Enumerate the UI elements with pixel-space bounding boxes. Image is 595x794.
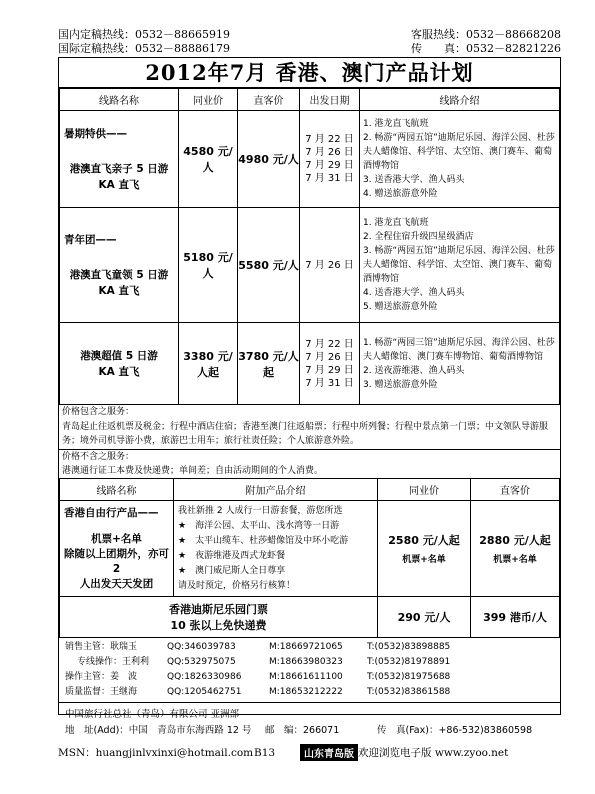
col-direct-price: 直客价 — [471, 479, 560, 501]
footer — [58, 744, 561, 761]
edition-badge: 山东青岛版 — [300, 744, 358, 761]
contact-row: 专线操作：王利利 QQ:532975075 M:18663980323 T:(0532)81978891 — [77, 657, 451, 667]
excluded-text: 港澳通行证工本费及快递费；单间差；自由活动期间的个人消费。 — [62, 466, 324, 476]
routes-header — [60, 89, 560, 111]
departure-dates: 7 月 22 日 7 月 26 日 7 月 29 日 7 月 31 日 — [300, 111, 360, 208]
free-tour-row — [60, 501, 560, 597]
peer-price: 5180 元/人 — [179, 208, 238, 323]
col-route-name: 线路名称 — [60, 89, 179, 111]
product-sheet — [58, 57, 561, 736]
contact-row: 销售主管：耿瑞玉 QQ:346039783 M:18669721065 T:(0532)83898885 — [65, 642, 451, 652]
free-tour-header — [60, 479, 560, 501]
col-addon: 附加产品介绍 — [174, 479, 378, 501]
free-tour-peer-price: 2580 元/人起 机票+名单 — [378, 501, 471, 597]
col-peer-price: 同业价 — [179, 89, 238, 111]
free-tour-name: 香港自由行产品—— 机票+名单 除随以上团期外，亦可 2 人出发天天发团 — [60, 501, 174, 597]
direct-price: 4980 元/人 — [238, 111, 300, 208]
company-address: 地 址(Add)：中国 青岛市东海西路 12 号 — [65, 725, 252, 736]
company-name: 中国旅行社总社（青岛）有限公司 亚洲部 — [65, 709, 240, 720]
page-number: B13 — [254, 746, 276, 759]
footer-msn: MSN：huangjinlvxinxi@hotmail.com — [58, 747, 254, 759]
route-row — [60, 208, 560, 323]
departure-dates: 7 月 26 日 — [300, 208, 360, 323]
company-address-row — [65, 723, 554, 739]
contact-row: 操作主管：姜 波 QQ:1826330986 M:18661611100 T:(0532)81975688 — [65, 672, 451, 682]
peer-price: 3380 元/人起 — [179, 323, 238, 405]
free-tour-addons: 我社新推 2 人成行一日游套餐，游您所选 ★ 海洋公园、太平山、浅水湾等一日游 ★ 太平山缆车、杜莎蜡像馆及中环小吃游 ★ 夜游维港及西式龙虾餐 ★ 澳门威尼斯人全日尊享 请及时预定，价格另行核算！ — [174, 501, 378, 597]
col-peer-price: 同业价 — [378, 479, 471, 501]
route-name: 暑期特供—— 港澳直飞亲子 5 日游 KA 直飞 — [60, 111, 179, 208]
footer-site-link[interactable]: 欢迎浏览电子版 www.zyoo.net — [358, 747, 509, 759]
international-hotline: 国际定稿热线：0532－88886179 — [58, 42, 230, 55]
included-text: 青岛起止往返机票及税金；行程中酒店住宿；香港至澳门往返船票；行程中所列餐；行程中景点第一门票；中文领队导游服务；境外司机导游小费，旅游巴士用车；旅行社责任险；个人旅游意外险。 — [59, 419, 560, 450]
peer-price: 4580 元/人 — [179, 111, 238, 208]
fax-number: 传 真：0532－82821226 — [411, 42, 561, 55]
col-direct-price: 直客价 — [238, 89, 300, 111]
domestic-hotline: 国内定稿热线：0532－88665919 — [58, 28, 230, 41]
route-intro: 1. 港龙直飞航班 2. 全程住宿升级四星级酒店 3. 畅游“两园五馆”迪斯尼乐园、海洋公园、杜莎夫人蜡像馆、科学馆、太空馆、澳门赛车、葡萄酒博物馆 4. 送香港大学、渔人码头 5. 赠送旅游意外险 — [360, 208, 560, 323]
company-fax: 传 真(Fax)：+86-532)83860598 — [377, 725, 533, 736]
route-name: 港澳超值 5 日游 KA 直飞 — [60, 323, 179, 405]
header-row-2 — [58, 40, 561, 56]
disney-ticket: 香港迪斯尼乐园门票 10 张以上免快递费 — [60, 597, 378, 638]
route-row — [60, 323, 560, 405]
direct-price: 3780 元/人起 — [238, 323, 300, 405]
free-tour-table — [59, 478, 560, 638]
customer-hotline: 客服热线：0532－88668208 — [411, 28, 561, 41]
disney-row — [60, 597, 560, 638]
included-label: 价格包含之服务： — [62, 407, 135, 417]
contacts — [59, 638, 560, 703]
col-departure: 出发日期 — [300, 89, 360, 111]
departure-dates: 7 月 22 日 7 月 26 日 7 月 29 日 7 月 31 日 — [300, 323, 360, 405]
col-route-name: 线路名称 — [60, 479, 174, 501]
route-intro: 1. 港龙直飞航班 2. 畅游“两园五馆”迪斯尼乐园、海洋公园、杜莎夫人蜡像馆、科学馆、太空馆、澳门赛车、葡萄酒博物馆 3. 送香港大学、渔人码头 4. 赠送旅游意外险 — [360, 111, 560, 208]
routes-table — [59, 88, 560, 405]
company-postcode: 邮 编：266071 — [265, 725, 340, 736]
col-intro: 线路介绍 — [360, 89, 560, 111]
page-title: 2012年7月 香港、澳门产品计划 — [59, 58, 560, 88]
route-row — [60, 111, 560, 208]
route-intro: 1. 畅游“两园三馆”迪斯尼乐园、海洋公园、杜莎夫人蜡像馆、澳门赛车博物馆、葡萄酒博物馆 2. 送夜游维港、渔人码头 3. 赠送旅游意外险 — [360, 323, 560, 405]
direct-price: 5580 元/人 — [238, 208, 300, 323]
company-info — [59, 703, 560, 743]
contact-row: 质量监督：王继海 QQ:1205462751 M:18653212222 T:(0532)83861588 — [65, 687, 451, 697]
free-tour-direct-price: 2880 元/人起 机票+名单 — [471, 501, 560, 597]
route-name: 青年团—— 港澳直飞童领 5 日游 KA 直飞 — [60, 208, 179, 323]
excluded-label: 价格不含之服务： — [62, 452, 135, 462]
disney-peer-price: 290 元/人 — [378, 597, 471, 638]
disney-direct-price: 399 港币/人 — [471, 597, 560, 638]
